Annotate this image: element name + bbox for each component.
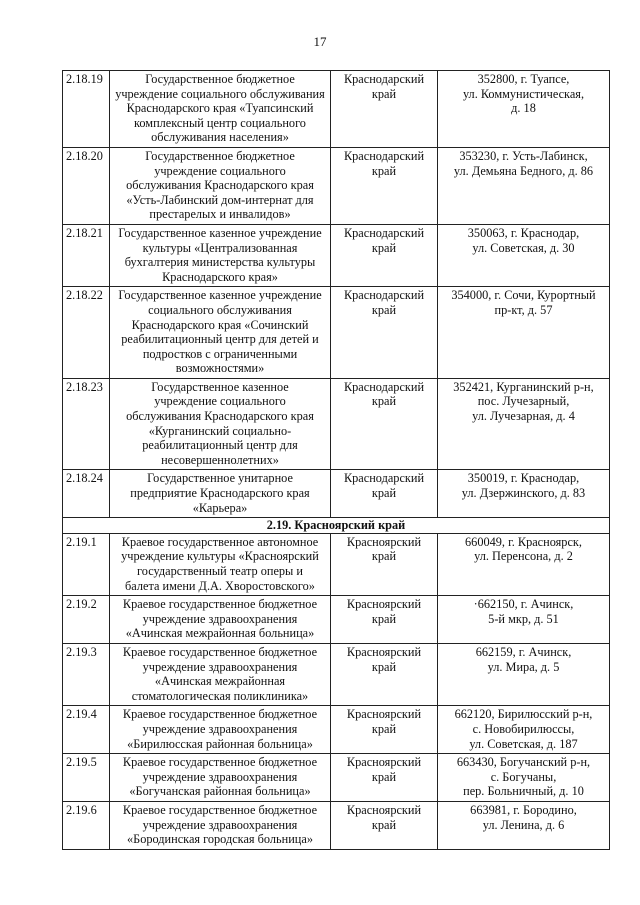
region-name-line: край — [371, 86, 397, 101]
organization-name-line: Государственное казенное учреждение — [118, 225, 322, 240]
address-line: 663430, Богучанский р-н, — [456, 755, 591, 770]
organization-name-line: учреждение социального — [154, 394, 286, 409]
table-row — [63, 643, 610, 705]
region-name-line: край — [371, 394, 397, 409]
address-line: 660049, г. Красноярск, — [465, 534, 582, 549]
region-name-line: край — [371, 302, 397, 317]
table-row — [63, 147, 610, 224]
organization-name-line: комплексный центр социального — [134, 115, 306, 130]
region-name-line: край — [371, 611, 397, 626]
organization-name-line: учреждение здравоохранения — [142, 611, 298, 626]
region-name-cell — [331, 643, 438, 705]
organization-name-line: Краевое государственное бюджетное — [122, 707, 318, 722]
organization-name-line: обслуживания Краснодарского края — [126, 409, 314, 424]
address-line: 350063, г. Краснодар, — [467, 225, 580, 240]
address-line: с. Богучаны, — [490, 769, 557, 784]
region-name-cell — [331, 596, 438, 644]
organization-name-cell — [110, 801, 331, 849]
region-name-line: край — [371, 721, 397, 736]
address-line: пр-кт, д. 57 — [494, 302, 553, 317]
organization-name-line: реабилитационный центр для детей и — [121, 332, 319, 347]
region-name-cell — [331, 706, 438, 754]
address-cell — [438, 643, 610, 705]
address-cell — [438, 533, 610, 595]
address-line: ул. Демьяна Бедного, д. 86 — [453, 163, 594, 178]
row-number: 2.18.24 — [63, 470, 110, 518]
organization-name-line: учреждение социального — [154, 163, 286, 178]
organization-name-line: государственный театр оперы и — [137, 564, 303, 578]
organization-name-line: Государственное унитарное — [147, 471, 293, 486]
table-row — [63, 224, 610, 286]
organization-name-cell — [110, 224, 331, 286]
registry-body — [63, 71, 610, 850]
address-line: ул. Перенсона, д. 2 — [474, 549, 573, 564]
organization-name-line: бухгалтерия министерства культуры — [124, 255, 316, 270]
region-name-cell — [331, 378, 438, 470]
address-cell — [438, 470, 610, 518]
address-line: ул. Дзержинского, д. 83 — [461, 486, 586, 501]
region-name-cell — [331, 147, 438, 224]
page-number: 17 — [313, 34, 327, 49]
organization-name-cell — [110, 533, 331, 595]
region-name-line: Краснодарский — [343, 72, 425, 86]
organization-name-line: возможностями» — [175, 361, 265, 376]
organization-name-line: Краевое государственное бюджетное — [122, 644, 318, 659]
region-name-cell — [331, 754, 438, 802]
address-line: ул. Советская, д. 187 — [469, 736, 578, 751]
row-number: 2.18.23 — [63, 378, 110, 470]
table-row — [63, 470, 610, 518]
region-name-line: Краснодарский — [343, 148, 425, 163]
region-name-line: Краснодарский — [343, 379, 425, 394]
address-line: с. Новобирилюссы, — [472, 721, 575, 736]
table-row — [63, 71, 610, 148]
organization-name-line: учреждение здравоохранения — [142, 817, 298, 832]
organization-name-line: Краевое государственное автономное — [121, 534, 319, 549]
organization-name-cell — [110, 596, 331, 644]
organization-name-line: Краснодарского края» — [162, 269, 278, 284]
region-name-line: край — [371, 486, 397, 501]
organization-name-cell — [110, 643, 331, 705]
organization-name-line: «Бирилюсская районная больница» — [127, 736, 313, 751]
address-line: ул. Мира, д. 5 — [487, 659, 560, 674]
organization-name-line: Государственное бюджетное — [145, 72, 295, 86]
address-cell — [438, 224, 610, 286]
organization-name-line: Краевое государственное бюджетное — [122, 597, 318, 612]
address-cell — [438, 147, 610, 224]
region-name-line: Краснодарский — [343, 471, 425, 486]
row-number: 2.18.21 — [63, 224, 110, 286]
address-line: пос. Лучезарный, — [477, 394, 570, 409]
organization-name-line: обслуживания Краснодарского края — [126, 178, 314, 193]
organization-name-cell — [110, 470, 331, 518]
address-line: 354000, г. Сочи, Курортный — [451, 288, 596, 303]
region-name-line: Красноярский — [346, 707, 422, 722]
region-name-line: Краснодарский — [343, 225, 425, 240]
organization-name-line: учреждение здравоохранения — [142, 659, 298, 674]
region-name-cell — [331, 801, 438, 849]
organization-name-line: стоматологическая поликлиника» — [131, 688, 309, 703]
region-name-cell — [331, 470, 438, 518]
organization-name-line: престарелых и инвалидов» — [149, 207, 291, 222]
organization-name-line: несовершеннолетних» — [161, 452, 279, 467]
organization-name-line: учреждение культуры «Красноярский — [121, 549, 319, 564]
organization-name-line: «Усть-Лабинский дом-интернат для — [126, 192, 314, 207]
row-number: 2.19.2 — [63, 596, 110, 644]
address-line: д. 18 — [511, 101, 536, 116]
table-row — [63, 754, 610, 802]
address-line: ул. Советская, д. 30 — [472, 240, 575, 255]
address-line: 5-й мкр, д. 51 — [488, 611, 559, 626]
organization-name-line: предприятие Краснодарского края — [130, 486, 310, 501]
organization-name-line: Краевое государственное бюджетное — [122, 755, 318, 770]
organization-name-line: Государственное бюджетное — [145, 148, 295, 163]
address-line: 662159, г. Ачинск, — [475, 644, 572, 659]
address-cell — [438, 801, 610, 849]
region-name-line: Краснодарский — [343, 288, 425, 303]
table-row — [63, 287, 610, 379]
organization-name-line: культуры «Централизованная — [142, 240, 298, 255]
region-name-line: край — [371, 549, 397, 564]
row-number: 2.19.4 — [63, 706, 110, 754]
address-cell — [438, 754, 610, 802]
region-name-line: Красноярский — [346, 534, 422, 549]
region-name-cell — [331, 224, 438, 286]
row-number: 2.19.5 — [63, 754, 110, 802]
region-name-line: Красноярский — [346, 644, 422, 659]
organization-name-cell — [110, 71, 331, 148]
region-name-line: край — [371, 769, 397, 784]
region-name-line: край — [371, 163, 397, 178]
organization-registry-table — [62, 70, 610, 850]
organization-name-line: «Карьера» — [192, 500, 248, 515]
address-line: 662120, Бирилюсский р-н, — [454, 707, 593, 722]
organization-name-line: Государственное казенное — [151, 379, 289, 394]
region-name-line: край — [371, 240, 397, 255]
address-line: 353230, г. Усть-Лабинск, — [459, 148, 588, 163]
organization-name-line: «Ачинская межрайонная — [154, 674, 286, 689]
organization-name-line: «Курганинский социально- — [148, 423, 292, 438]
address-cell — [438, 596, 610, 644]
section-heading-row — [63, 518, 610, 534]
organization-name-line: учреждение социального обслуживания — [115, 86, 325, 101]
organization-name-line: Краевое государственное бюджетное — [122, 802, 318, 817]
organization-name-cell — [110, 287, 331, 379]
row-number: 2.19.6 — [63, 801, 110, 849]
organization-name-cell — [110, 147, 331, 224]
organization-name-line: учреждение здравоохранения — [142, 721, 298, 736]
organization-name-line: подростков с ограниченными — [142, 346, 298, 361]
row-number: 2.18.19 — [63, 71, 110, 148]
address-cell — [438, 71, 610, 148]
organization-name-cell — [110, 378, 331, 470]
region-name-cell — [331, 533, 438, 595]
organization-name-cell — [110, 706, 331, 754]
address-cell — [438, 287, 610, 379]
section-heading: 2.19. Красноярский край — [63, 518, 610, 534]
address-cell — [438, 706, 610, 754]
table-row — [63, 801, 610, 849]
table-row — [63, 533, 610, 595]
organization-name-line: учреждение здравоохранения — [142, 769, 298, 784]
address-cell — [438, 378, 610, 470]
region-name-line: Красноярский — [346, 802, 422, 817]
region-name-line: край — [371, 659, 397, 674]
address-line: 663981, г. Бородино, — [470, 802, 577, 817]
organization-name-line: «Бородинская городская больница» — [126, 832, 313, 847]
row-number: 2.18.20 — [63, 147, 110, 224]
row-number: 2.19.1 — [63, 533, 110, 595]
organization-name-line: реабилитационный центр для — [142, 438, 298, 453]
row-number: 2.18.22 — [63, 287, 110, 379]
table-row — [63, 706, 610, 754]
table-row — [63, 596, 610, 644]
table-row — [63, 378, 610, 470]
organization-name-line: балета имени Д.А. Хворостовского» — [125, 578, 315, 593]
address-line: ул. Лучезарная, д. 4 — [472, 409, 575, 424]
organization-name-line: социального обслуживания — [148, 302, 292, 317]
organization-name-line: Краснодарского края «Сочинский — [131, 317, 309, 332]
address-line: ул. Коммунистическая, — [462, 86, 585, 101]
organization-name-line: обслуживания населения» — [151, 130, 289, 145]
organization-name-line: Государственное казенное учреждение — [118, 288, 322, 303]
region-name-line: Красноярский — [346, 597, 422, 612]
region-name-cell — [331, 287, 438, 379]
row-number: 2.19.3 — [63, 643, 110, 705]
organization-name-line: Краснодарского края «Туапсинский — [126, 101, 314, 116]
region-name-cell — [331, 71, 438, 148]
region-name-line: Красноярский — [346, 755, 422, 770]
region-name-line: край — [371, 817, 397, 832]
address-line: пер. Больничный, д. 10 — [463, 784, 584, 799]
organization-name-cell — [110, 754, 331, 802]
address-line: ул. Ленина, д. 6 — [482, 817, 565, 832]
organization-name-line: «Ачинская межрайонная больница» — [125, 626, 315, 641]
organization-name-line: «Богучанская районная больница» — [129, 784, 311, 799]
address-line: 352421, Курганинский р-н, — [453, 379, 594, 394]
address-line: 350019, г. Краснодар, — [467, 471, 580, 486]
address-line: ·662150, г. Ачинск, — [473, 597, 574, 612]
address-line: 352800, г. Туапсе, — [477, 72, 570, 86]
